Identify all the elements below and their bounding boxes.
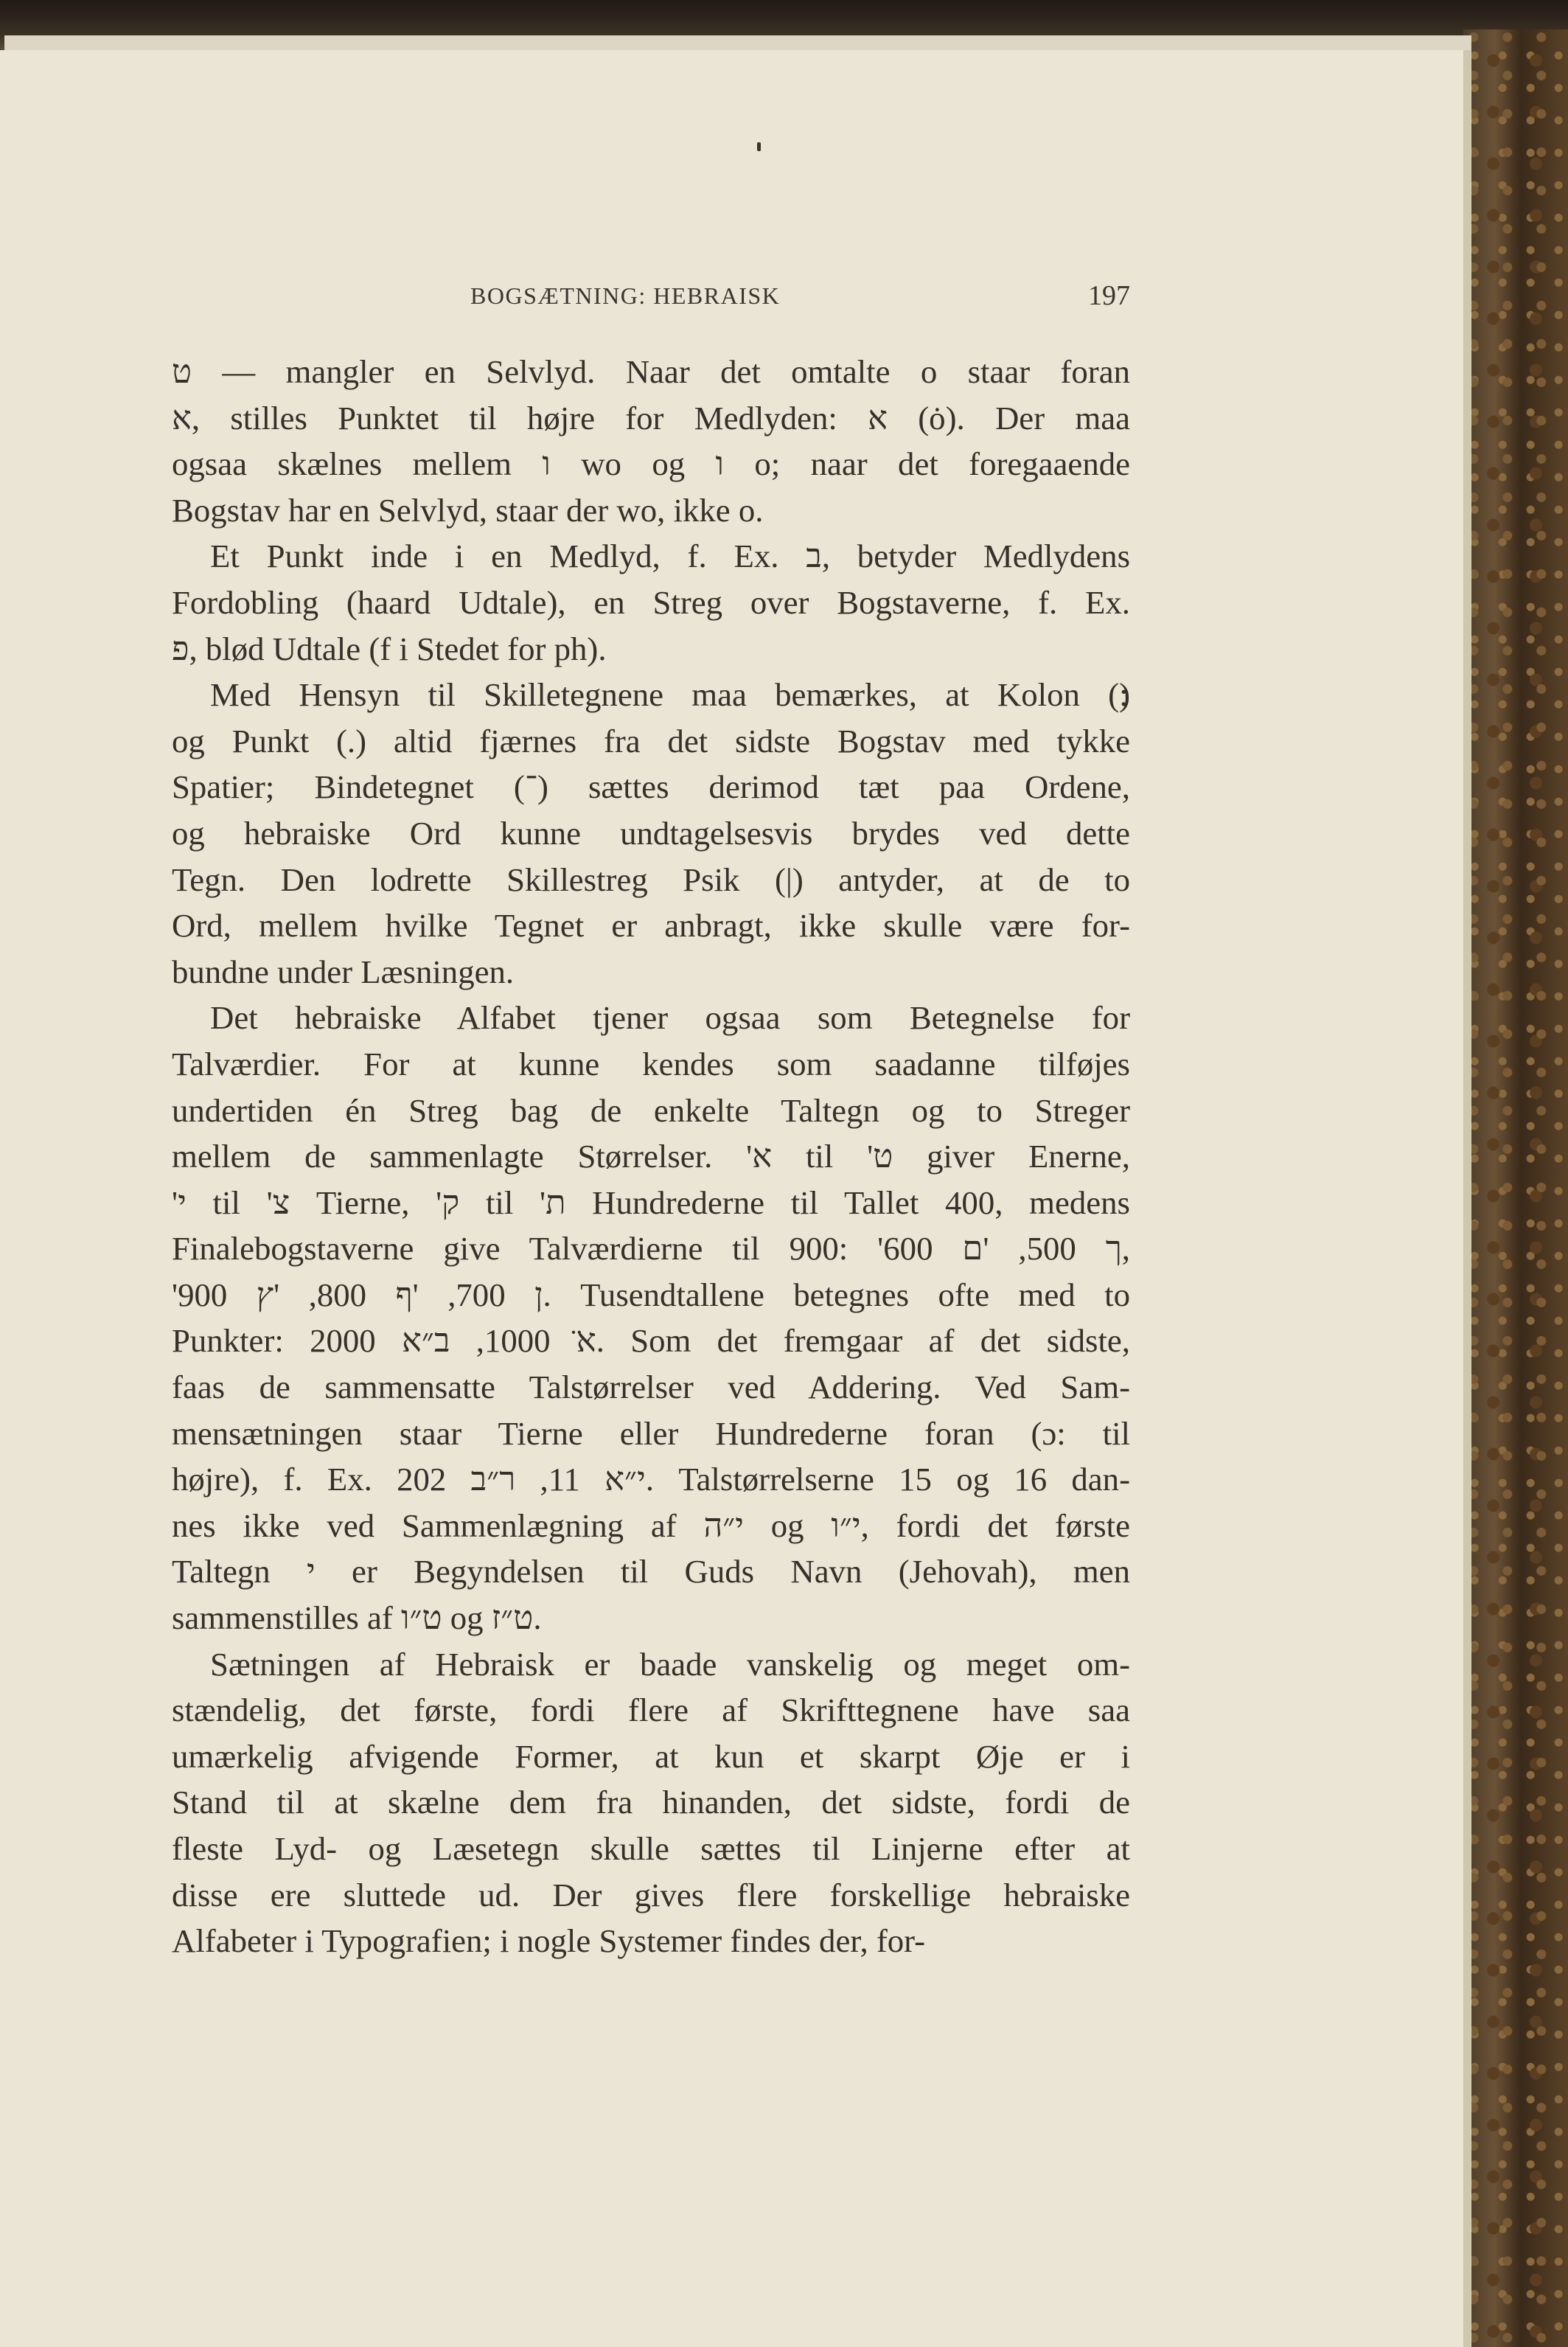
text-line: Fordobling (haard Udtale), en Streg over Bogstaverne, f. Ex. <box>172 583 1130 621</box>
text-line: umærkelig afvigende Former, at kun et skarpt Øje er i <box>172 1737 1130 1775</box>
text-line: Det hebraiske Alfabet tjener ogsaa som Betegnelse for <box>210 999 1130 1037</box>
text-line: og Punkt (.) altid fjærnes fra det sidste Bogstav med tykke <box>172 722 1130 759</box>
text-line: nes ikke ved Sammenlægning af י״ה og י״ו, fordi det første <box>172 1506 1130 1544</box>
text-line: mensætningen staar Tierne eller Hundrederne foran (ɔ: til <box>172 1414 1130 1452</box>
text-line: Talværdier. For at kunne kendes som saadanne tilføjes <box>172 1045 1130 1082</box>
body-text <box>172 349 1130 1964</box>
page-header <box>172 282 1130 319</box>
text-line: sammenstilles af ט״ו og ט״ז. <box>172 1599 542 1637</box>
page-number: 197 <box>1088 280 1130 311</box>
text-line: højre), f. Ex. י״א 11, ר״ב 202. Talstørrelserne 15 og 16 dan- <box>172 1461 1130 1498</box>
text-line: Finalebogstaverne give Talværdierne til 900: 'ך 500, 'ם 600, <box>172 1230 1130 1268</box>
text-line: Ord, mellem hvilke Tegnet er anbragt, ikke skulle være for- <box>172 907 1130 945</box>
text-line: Tegn. Den lodrette Skillestreg Psik (|) antyder, at de to <box>172 860 1130 898</box>
text-line: Spatier; Bindetegnet (־) sættes derimod tæt paa Ordene, <box>172 768 1130 806</box>
text-line: Alfabeter i Typografien; i nogle Systemer findes der, for- <box>172 1922 926 1960</box>
text-line: פ, blød Udtale (f i Stedet for ph). <box>172 630 607 667</box>
text-line: ogsaa skælnes mellem ו wo og ו o; naar det foregaaende <box>172 445 1130 483</box>
text-line: undertiden én Streg bag de enkelte Taltegn og to Streger <box>172 1091 1130 1129</box>
text-line: Et Punkt inde i en Medlyd, f. Ex. ב, betyder Medlydens <box>210 538 1130 575</box>
text-line: Stand til at skælne dem fra hinanden, det sidste, fordi de <box>172 1784 1130 1821</box>
book-cover-edge <box>1463 29 1568 2347</box>
text-line: ט — mangler en Selvlyd. Naar det omtalte o staar foran <box>172 353 1130 390</box>
text-line: Bogstav har en Selvlyd, staar der wo, ikke o. <box>172 491 764 529</box>
text-line: stændelig, det første, fordi flere af Skrifttegnene have saa <box>172 1691 1130 1729</box>
running-title: BOGSÆTNING: HEBRAISK <box>470 282 781 309</box>
text-line: mellem de sammenlagte Størrelser. 'א til 'ט giver Enerne, <box>172 1138 1130 1175</box>
text-line: disse ere sluttede ud. Der gives flere forskellige hebraiske <box>172 1876 1130 1913</box>
text-line: bundne under Læsningen. <box>172 953 515 990</box>
text-line: 'ן 700, 'ף 800, 'ץ 900. Tusendtallene betegnes ofte med to <box>172 1276 1130 1313</box>
text-line: 'י til 'צ Tierne, 'ק til 'ת Hundrederne til Tallet 400, medens <box>172 1183 1130 1221</box>
text-line: og hebraiske Ord kunne undtagelsesvis brydes ved dette <box>172 814 1130 852</box>
text-line: fleste Lyd- og Læsetegn skulle sættes til Linjerne efter at <box>172 1830 1130 1867</box>
text-line: faas de sammensatte Talstørrelser ved Addering. Ved Sam- <box>172 1369 1130 1406</box>
text-line: Taltegn י er Begyndelsen til Guds Navn (Jehovah), men <box>172 1553 1130 1590</box>
text-line: א, stilles Punktet til højre for Medlyden: א (ȯ). Der maa <box>172 399 1130 437</box>
text-line: Med Hensyn til Skilletegnene maa bemærkes, at Kolon (׃) <box>210 676 1130 714</box>
text-line: Punkter: א̈ 1000, ב״א 2000. Som det fremgaar af det sidste, <box>172 1322 1130 1360</box>
ink-speck <box>757 142 761 151</box>
text-line: Sætningen af Hebraisk er baade vanskelig og meget om- <box>210 1645 1130 1683</box>
